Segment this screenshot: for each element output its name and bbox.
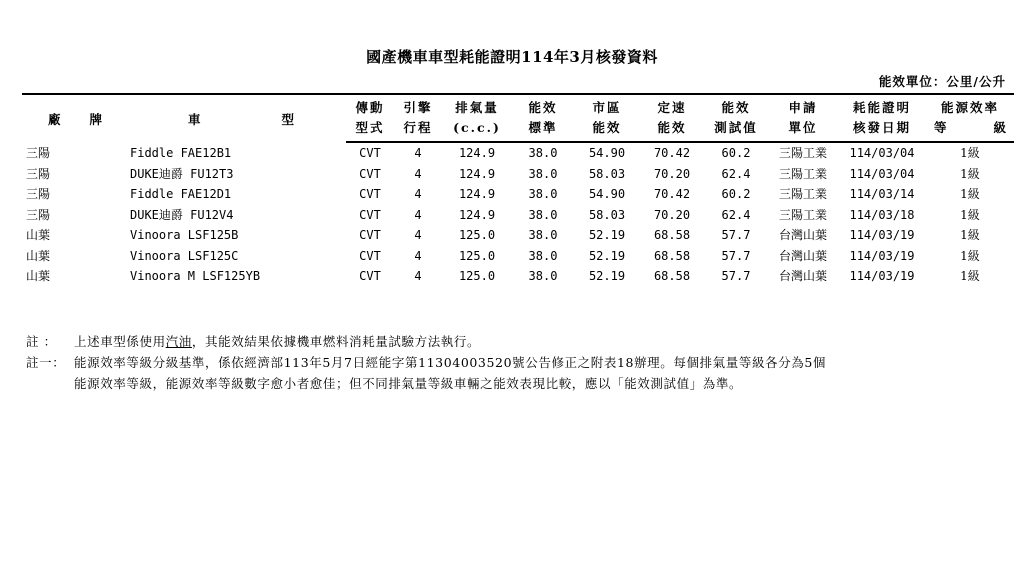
tested-cell: 60.2: [721, 187, 751, 201]
stroke-cell: 4: [414, 166, 422, 181]
header-issue-date-2: 核發日期: [838, 118, 926, 142]
note-2-line-1: 能源效率等級分級基準，係依經濟部113年5月7日經能字第11304003520號公告修正之附表18辦理。每個排氣量等級各分為5個: [74, 355, 827, 370]
issue-date-cell: 114/03/19: [849, 228, 915, 242]
issue-date-cell: 114/03/04: [849, 166, 915, 181]
grade-cell: 1級: [960, 146, 980, 160]
table-row: [22, 266, 1014, 287]
brand-cell: 山葉: [26, 248, 51, 263]
table-row: [22, 205, 1014, 226]
tested-cell: 57.7: [721, 269, 751, 283]
applicant-cell: 三陽工業: [778, 207, 827, 222]
transmission-cell: CVT: [359, 228, 381, 242]
displacement-cell: 124.9: [458, 146, 496, 160]
stroke-cell: 4: [414, 228, 422, 242]
applicant-cell: 三陽工業: [778, 146, 827, 160]
constant-cell: 70.42: [653, 146, 691, 160]
header-stroke: 引擎: [394, 94, 442, 118]
header-applicant-2: 單位: [768, 118, 838, 142]
note-1-fuel: 汽油: [165, 334, 192, 349]
standard-cell: 38.0: [528, 228, 558, 242]
transmission-cell: CVT: [359, 248, 381, 263]
constant-cell: 70.42: [653, 187, 691, 201]
header-efficiency-grade-2: 等 級: [926, 118, 1014, 142]
displacement-cell: 124.9: [458, 207, 496, 222]
standard-cell: 38.0: [528, 166, 558, 181]
header-transmission-2: 型式: [346, 118, 394, 142]
displacement-cell: 125.0: [458, 248, 496, 263]
issue-date-cell: 114/03/04: [849, 146, 915, 160]
brand-cell: 三陽: [26, 145, 51, 160]
table-body: [22, 142, 1014, 287]
grade-cell: 1級: [960, 187, 980, 201]
transmission-cell: CVT: [359, 146, 381, 160]
applicant-cell: 三陽工業: [778, 187, 827, 201]
note-1-text-post: ，其能效結果依據機車燃料消耗量試驗方法執行。: [191, 334, 481, 349]
urban-cell: 58.03: [588, 207, 626, 222]
standard-cell: 38.0: [528, 269, 558, 283]
stroke-cell: 4: [414, 187, 422, 201]
stroke-cell: 4: [414, 248, 422, 263]
transmission-cell: CVT: [359, 269, 381, 283]
urban-cell: 58.03: [588, 166, 626, 181]
urban-cell: 54.90: [588, 187, 626, 201]
grade-cell: 1級: [960, 228, 980, 242]
header-transmission: 傳動: [346, 94, 394, 118]
header-brand: 廠 牌: [22, 94, 130, 142]
page-title: 國產機車車型耗能證明114年3月核發資料: [366, 48, 658, 66]
brand-cell: 三陽: [26, 207, 51, 222]
note-2-label: 註一：: [26, 355, 66, 370]
brand-cell: 三陽: [26, 166, 51, 181]
brand-cell: 山葉: [26, 269, 51, 283]
table-row: [22, 225, 1014, 246]
model-cell: Vinoora LSF125B: [130, 228, 239, 242]
header-efficiency-grade: 能源效率: [926, 94, 1014, 118]
constant-cell: 68.58: [653, 269, 691, 283]
notes-section: [26, 331, 1006, 394]
note-2: [26, 352, 1006, 394]
table-row: [22, 164, 1014, 185]
issue-date-cell: 114/03/14: [849, 187, 915, 201]
constant-cell: 68.58: [653, 248, 691, 263]
tested-cell: 57.7: [721, 248, 751, 263]
applicant-cell: 台灣山葉: [778, 269, 827, 283]
displacement-cell: 125.0: [458, 228, 496, 242]
header-standard: 能效: [512, 94, 574, 118]
brand-cell: 三陽: [26, 187, 51, 201]
grade-cell: 1級: [960, 248, 980, 263]
stroke-cell: 4: [414, 269, 422, 283]
issue-date-cell: 114/03/19: [849, 269, 915, 283]
stroke-cell: 4: [414, 207, 422, 222]
tested-cell: 62.4: [721, 207, 751, 222]
standard-cell: 38.0: [528, 207, 558, 222]
tested-cell: 62.4: [721, 166, 751, 181]
note-1-text-pre: 上述車型係使用: [74, 334, 166, 349]
note-2-line-2: 能源效率等級，能源效率等級數字愈小者愈佳；但不同排氣量等級車輛之能效表現比較，應以「能效測試值」為準。: [74, 376, 743, 391]
constant-cell: 70.20: [653, 207, 691, 222]
displacement-cell: 124.9: [458, 166, 496, 181]
header-standard-2: 標準: [512, 118, 574, 142]
header-urban-2: 能效: [574, 118, 640, 142]
urban-cell: 52.19: [588, 269, 626, 283]
tested-cell: 57.7: [721, 228, 751, 242]
brand-cell: 山葉: [26, 228, 51, 242]
grade-cell: 1級: [960, 207, 980, 222]
header-urban: 市區: [574, 94, 640, 118]
header-tested: 能效: [704, 94, 768, 118]
header-issue-date: 耗能證明: [838, 94, 926, 118]
applicant-cell: 三陽工業: [778, 166, 827, 181]
grade-cell: 1級: [960, 166, 980, 181]
note-1: [26, 331, 1006, 352]
header-displacement: 排氣量: [442, 94, 512, 118]
standard-cell: 38.0: [528, 187, 558, 201]
constant-cell: 70.20: [653, 166, 691, 181]
certification-table: [22, 93, 1014, 287]
urban-cell: 52.19: [588, 228, 626, 242]
table-row: [22, 246, 1014, 267]
model-cell: Fiddle FAE12D1: [130, 187, 232, 201]
unit-note: 能效單位：公里/公升: [878, 74, 1006, 89]
constant-cell: 68.58: [653, 228, 691, 242]
model-cell: Vinoora LSF125C: [130, 248, 239, 263]
table-row: [22, 184, 1014, 205]
model-cell: Fiddle FAE12B1: [130, 145, 232, 160]
header-tested-2: 測試值: [704, 118, 768, 142]
urban-cell: 52.19: [588, 248, 626, 263]
standard-cell: 38.0: [528, 248, 558, 263]
header-stroke-2: 行程: [394, 118, 442, 142]
urban-cell: 54.90: [588, 146, 626, 160]
header-row-1: [22, 94, 1014, 118]
model-cell: DUKE迪爵 FU12T3: [130, 166, 234, 181]
standard-cell: 38.0: [528, 146, 558, 160]
transmission-cell: CVT: [359, 166, 381, 181]
applicant-cell: 台灣山葉: [778, 228, 827, 242]
model-cell: Vinoora M LSF125YB: [130, 269, 261, 283]
note-1-label: 註 ：: [26, 334, 57, 349]
header-displacement-2: (c.c.): [442, 118, 512, 142]
issue-date-cell: 114/03/18: [849, 207, 915, 222]
transmission-cell: CVT: [359, 187, 381, 201]
header-constant-2: 能效: [640, 118, 704, 142]
transmission-cell: CVT: [359, 207, 381, 222]
displacement-cell: 124.9: [458, 187, 496, 201]
model-cell: DUKE迪爵 FU12V4: [130, 207, 234, 222]
table-row: [22, 142, 1014, 164]
applicant-cell: 台灣山葉: [778, 248, 827, 263]
header-model: 車 型: [130, 94, 346, 142]
grade-cell: 1級: [960, 269, 980, 283]
displacement-cell: 125.0: [458, 269, 496, 283]
header-applicant: 申請: [768, 94, 838, 118]
tested-cell: 60.2: [721, 146, 751, 160]
stroke-cell: 4: [414, 146, 422, 160]
header-constant: 定速: [640, 94, 704, 118]
issue-date-cell: 114/03/19: [849, 248, 915, 263]
